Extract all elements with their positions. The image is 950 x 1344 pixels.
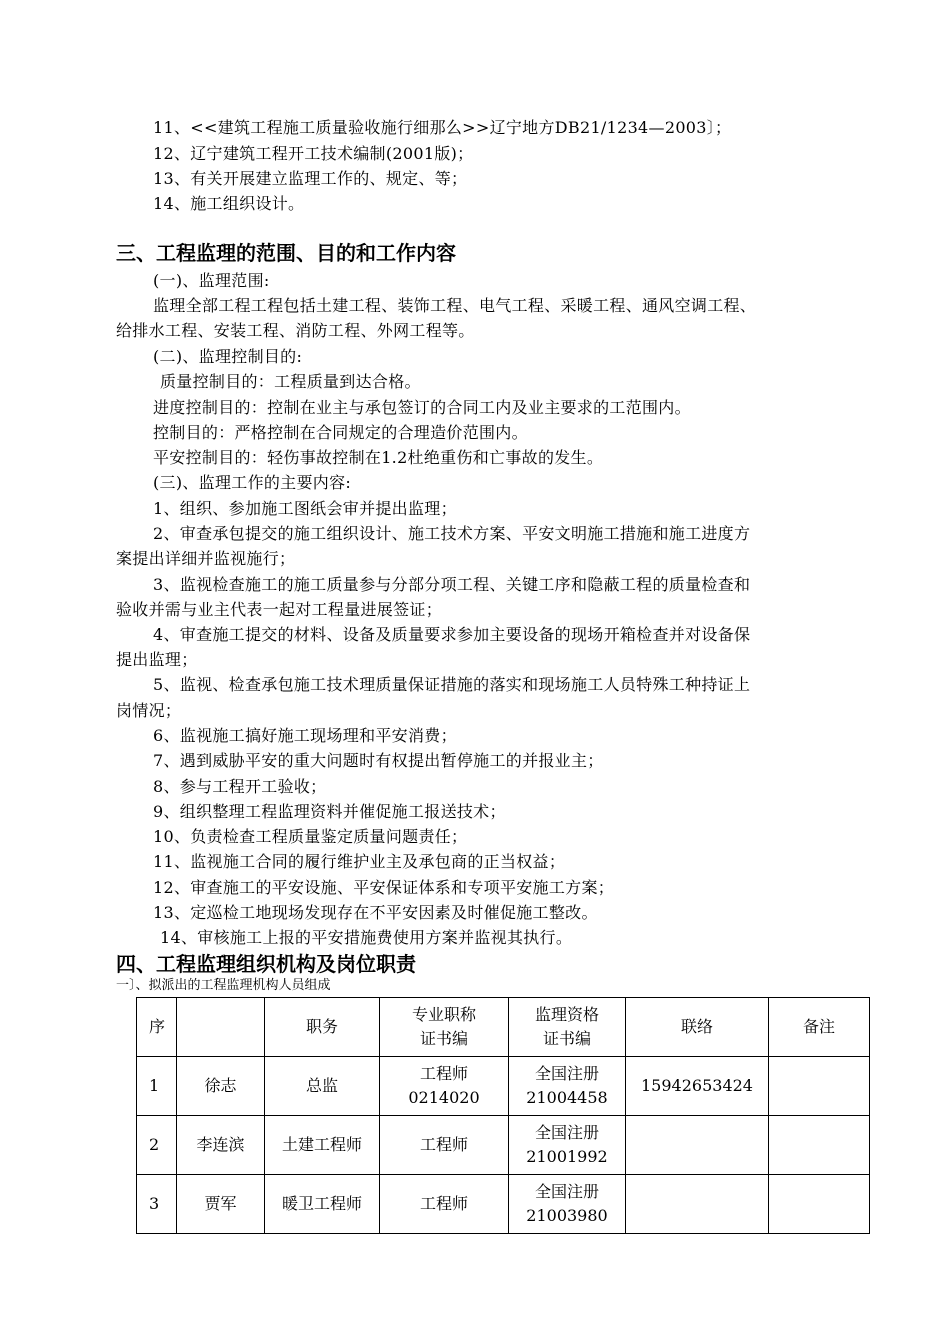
staff-table xyxy=(136,997,870,1234)
goal-item: 平安控制目的：轻伤事故控制在1.2杜绝重伤和亡事故的发生。 xyxy=(153,448,604,467)
task-line: 13、定巡检工地现场发现存在不平安因素及时催促施工整改。 xyxy=(153,903,598,922)
table-cell: 全国注册 21004458 xyxy=(509,1057,626,1116)
table-cell: 2 xyxy=(137,1116,177,1175)
table-cell: 李连滨 xyxy=(177,1116,265,1175)
table-cell xyxy=(769,1116,870,1175)
header-cell xyxy=(177,998,265,1057)
header-cell: 专业职称 证书编 xyxy=(380,998,509,1057)
subsection-label: 一〕、拟派出的工程监理机构人员组成 xyxy=(116,978,331,993)
task-line: 12、审查施工的平安设施、平安保证体系和专项平安施工方案； xyxy=(153,878,615,897)
task-line: 5、监视、检查承包施工技术理质量保证措施的落实和现场施工人员特殊工种持证上 xyxy=(153,675,751,694)
table-row xyxy=(137,1057,870,1116)
goal-item: 进度控制目的：控制在业主与承包签订的合同工内及业主要求的工范围内。 xyxy=(153,398,691,417)
table-header-row xyxy=(137,998,870,1057)
task-line: 14、审核施工上报的平安措施费使用方案并监视其执行。 xyxy=(160,928,573,947)
header-cell: 监理资格 证书编 xyxy=(509,998,626,1057)
table-cell: 暖卫工程师 xyxy=(265,1175,380,1234)
table-cell: 工程师 0214020 xyxy=(380,1057,509,1116)
table-cell: 工程师 xyxy=(380,1116,509,1175)
task-line: 10、负责检查工程质量鉴定质量问题责任； xyxy=(153,827,468,846)
task-line: 岗情况； xyxy=(116,701,182,720)
table-cell: 贾军 xyxy=(177,1175,265,1234)
header-cell: 序 xyxy=(137,998,177,1057)
paragraph-line: 给排水工程、安装工程、消防工程、外网工程等。 xyxy=(116,321,475,340)
subsection-label: (三)、监理工作的主要内容: xyxy=(153,473,352,492)
table-cell xyxy=(626,1175,769,1234)
table-cell: 15942653424 xyxy=(626,1057,769,1116)
table-row xyxy=(137,1116,870,1175)
ref-item: 11、<<建筑工程施工质量验收施行细那么>>辽宁地方DB21/1234—2003〕； xyxy=(153,118,732,137)
table-cell: 全国注册 21001992 xyxy=(509,1116,626,1175)
subsection-label: (一)、监理范围: xyxy=(153,271,270,290)
task-line: 6、监视施工搞好施工现场理和平安消费； xyxy=(153,726,457,745)
table-cell: 总监 xyxy=(265,1057,380,1116)
table-cell: 徐志 xyxy=(177,1057,265,1116)
task-line: 11、监视施工合同的履行维护业主及承包商的正当权益； xyxy=(153,852,566,871)
task-line: 验收并需与业主代表一起对工程量进展签证； xyxy=(116,600,443,619)
header-cell: 备注 xyxy=(769,998,870,1057)
task-line: 9、组织整理工程监理资料并催促施工报送技术； xyxy=(153,802,506,821)
table-cell: 工程师 xyxy=(380,1175,509,1234)
table-cell xyxy=(769,1057,870,1116)
table-cell xyxy=(769,1175,870,1234)
task-line: 4、审查施工提交的材料、设备及质量要求参加主要设备的现场开箱检查并对设备保 xyxy=(153,625,751,644)
header-cell: 职务 xyxy=(265,998,380,1057)
paragraph-line: 监理全部工程工程包括土建工程、装饰工程、电气工程、采暖工程、通风空调工程、 xyxy=(153,296,757,315)
table-cell: 土建工程师 xyxy=(265,1116,380,1175)
task-line: 案提出详细并监视施行； xyxy=(116,549,296,568)
goal-item: 质量控制目的：工程质量到达合格。 xyxy=(160,372,421,391)
ref-item: 12、辽宁建筑工程开工技术编制(2001版)； xyxy=(153,144,474,163)
table-row xyxy=(137,1175,870,1234)
table-cell: 1 xyxy=(137,1057,177,1116)
task-line: 7、遇到威胁平安的重大问题时有权提出暂停施工的并报业主； xyxy=(153,751,604,770)
table-cell: 3 xyxy=(137,1175,177,1234)
subsection-label: (二)、监理控制目的: xyxy=(153,347,303,366)
section-heading: 三、工程监理的范围、目的和工作内容 xyxy=(116,241,456,265)
task-line: 3、监视检查施工的施工质量参与分部分项工程、关键工序和隐蔽工程的质量检查和 xyxy=(153,575,751,594)
table-cell: 全国注册 21003980 xyxy=(509,1175,626,1234)
task-line: 1、组织、参加施工图纸会审并提出监理； xyxy=(153,499,457,518)
header-cell: 联络 xyxy=(626,998,769,1057)
ref-item: 13、有关开展建立监理工作的、规定、等； xyxy=(153,169,468,188)
goal-item: 控制目的：严格控制在合同规定的合理造价范围内。 xyxy=(153,423,528,442)
task-line: 2、审查承包提交的施工组织设计、施工技术方案、平安文明施工措施和施工进度方 xyxy=(153,524,751,543)
task-line: 提出监理； xyxy=(116,650,198,669)
ref-item: 14、施工组织设计。 xyxy=(153,194,305,213)
task-line: 8、参与工程开工验收； xyxy=(153,777,327,796)
section-heading: 四、工程监理组织机构及岗位职责 xyxy=(116,952,416,976)
table-cell xyxy=(626,1116,769,1175)
